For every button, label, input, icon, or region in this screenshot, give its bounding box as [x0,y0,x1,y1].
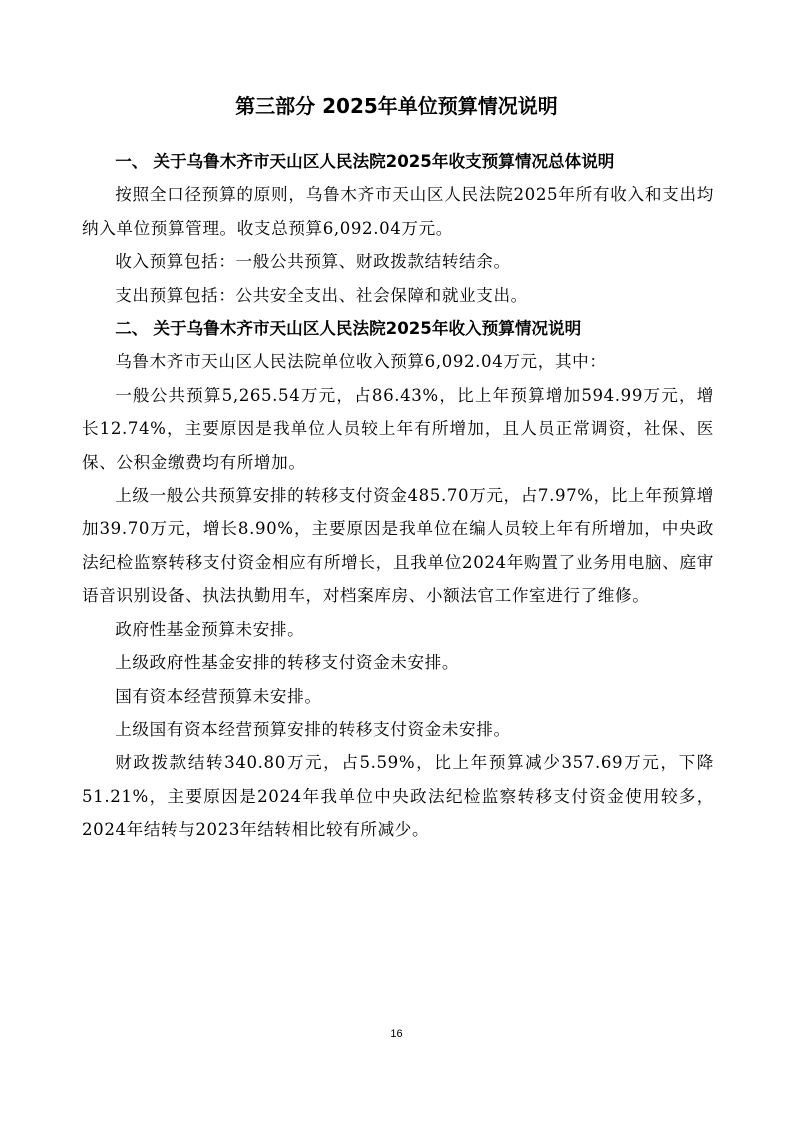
paragraph: 国有资本经营预算未安排。 [115,686,322,706]
paragraph: 财政拨款结转340.80万元，占5.59%，比上年预算减少357.69万元，下降51.21%，主要原因是2024年我单位中央政法纪检监察转移支付资金使用较多，2024年结转与2023年结转相比较有所减少。 [82,753,714,840]
page-number: 16 [390,1028,403,1040]
paragraph: 一般公共预算5,265.54万元，占86.43%，比上年预算增加594.99万元，增长12.74%，主要原因是我单位人员较上年有所增加，且人员正常调资，社保、医保、公积金缴费均有所增加。 [82,385,714,472]
paragraph: 政府性基金预算未安排。 [115,619,305,639]
section-number-1: 一、 [115,152,149,171]
section-number-2: 二、 [115,319,149,339]
section-title-1: 关于乌鲁木齐市天山区人民法院2025年收支预算情况总体说明 [153,152,615,171]
paragraph: 乌鲁木齐市天山区人民法院单位收入预算6,092.04万元，其中： [115,352,607,372]
paragraph: 上级一般公共预算安排的转移支付资金485.70万元，占7.97%，比上年预算增加39.70万元，增长8.90%，主要原因是我单位在编人员较上年有所增加，中央政法纪检监察转移支付资金相应有所增长，且我单位2024年购置了业务用电脑、庭审语音识别设备、执法执勤用车，对档案库房、小额法官工作室进行了维修。 [82,486,714,606]
section-heading-2 [82,312,714,345]
paragraph: 上级政府性基金安排的转移支付资金未安排。 [115,653,460,673]
paragraph: 支出预算包括：公共安全支出、社会保障和就业支出。 [115,285,528,305]
section-heading-1 [82,145,714,178]
paragraph: 上级国有资本经营预算安排的转移支付资金未安排。 [115,719,511,739]
page-title: 第三部分 2025年单位预算情况说明 [235,94,558,118]
document-body [82,145,714,847]
paragraph: 按照全口径预算的原则，乌鲁木齐市天山区人民法院2025年所有收入和支出均纳入单位预算管理。收支总预算6,092.04万元。 [82,185,714,238]
paragraph: 收入预算包括：一般公共预算、财政拨款结转结余。 [115,252,511,272]
section-title-2: 关于乌鲁木齐市天山区人民法院2025年收入预算情况说明 [153,319,582,339]
